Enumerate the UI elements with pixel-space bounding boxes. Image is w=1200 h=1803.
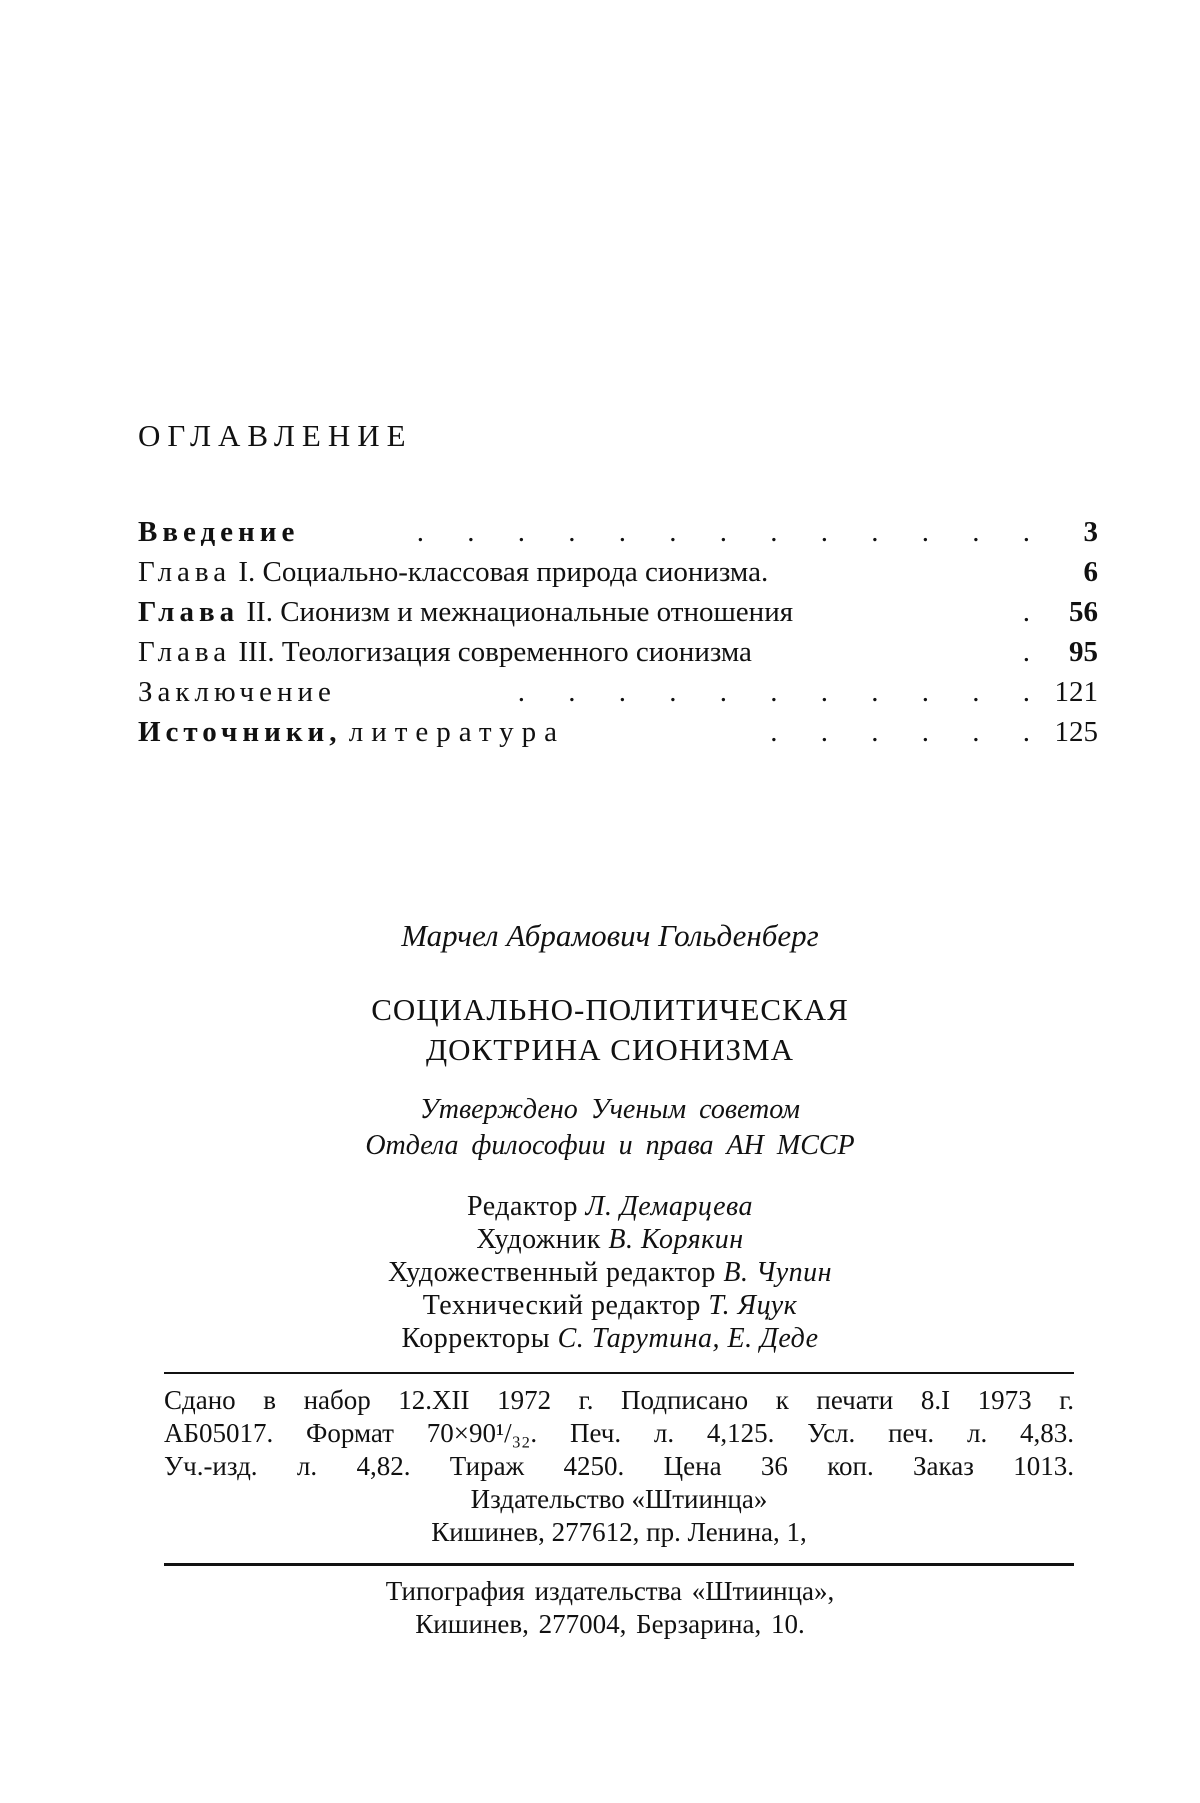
- toc-entry-label: III. Теологизация современного сионизма: [238, 636, 752, 668]
- approval-note: [150, 1092, 1070, 1164]
- toc-page-number: 3: [1083, 516, 1098, 548]
- credit-editor: [150, 1190, 1070, 1223]
- toc-entry-prefix: Источники,: [138, 716, 342, 748]
- toc-entry-prefix: Введение: [138, 516, 300, 548]
- credit-person: Л. Демарцева: [585, 1191, 753, 1222]
- publisher-name: Издательство «Штиинца»: [470, 1484, 768, 1514]
- book-title-line: СОЦИАЛЬНО-ПОЛИТИЧЕСКАЯ: [371, 992, 849, 1027]
- credit-role: Редактор: [466, 1191, 579, 1222]
- divider-rule: [164, 1563, 1074, 1566]
- toc-entry-prefix: Глава: [138, 596, 240, 628]
- credit-artist: [150, 1223, 1070, 1256]
- toc-page-number: 121: [1054, 676, 1098, 708]
- toc-page-number: 125: [1054, 716, 1098, 748]
- toc-leader-dots: . . . . . . . . . . . . .: [416, 516, 1048, 548]
- credit-role: Корректоры: [401, 1323, 551, 1354]
- toc-page-number: 95: [1069, 636, 1098, 668]
- toc-leader-dots: .: [1022, 596, 1048, 628]
- print-detail-line: Сдано в набор 12.XII 1972 г. Подписано к печати 8.I 1973 г.: [164, 1385, 1074, 1415]
- credits-list: [150, 1190, 1070, 1355]
- toc-entry-sources: [138, 712, 1098, 752]
- table-of-contents: [138, 512, 1098, 752]
- toc-page-number: 56: [1069, 596, 1098, 628]
- toc-entry-chapter-1: [138, 552, 1098, 592]
- credit-proofreaders: [150, 1322, 1070, 1355]
- toc-leader-dots: . . . . . .: [770, 716, 1048, 748]
- approval-line: Утверждено Ученым советом: [419, 1094, 801, 1125]
- printing-house-address: Кишинев, 277004, Берзарина, 10.: [415, 1609, 805, 1639]
- printing-house-name: Типография издательства «Штиинца»,: [385, 1576, 835, 1606]
- publisher-address: Кишинев, 277612, пр. Ленина, 1,: [431, 1517, 807, 1547]
- toc-entry-prefix: Заключение: [138, 676, 336, 708]
- toc-entry-chapter-3: [138, 632, 1098, 672]
- print-detail-line: АБ05017. Формат 70×90¹/₃₂. Печ. л. 4,125. Усл. печ. л. 4,83.: [164, 1418, 1074, 1448]
- credit-technical-editor: [150, 1289, 1070, 1322]
- credit-person: В. Корякин: [608, 1224, 744, 1255]
- toc-entry-introduction: [138, 512, 1098, 552]
- toc-entry-chapter-2: [138, 592, 1098, 632]
- toc-page-number: 6: [1083, 556, 1098, 588]
- print-detail-line: Уч.-изд. л. 4,82. Тираж 4250. Цена 36 коп. Заказ 1013.: [164, 1451, 1074, 1481]
- author-name: Марчел Абрамович Гольденберг: [401, 918, 819, 953]
- toc-entry-conclusion: [138, 672, 1098, 712]
- credit-person: В. Чупин: [723, 1257, 833, 1288]
- credit-person: Т. Яцук: [708, 1290, 798, 1321]
- credit-role: Технический редактор: [422, 1290, 701, 1321]
- credit-role: Художник: [476, 1224, 601, 1255]
- toc-leader-dots: .: [1022, 636, 1048, 668]
- book-title: [150, 990, 1070, 1070]
- toc-leader-dots: . . . . . . . . . . .: [517, 676, 1048, 708]
- toc-title: ОГЛАВЛЕНИЕ: [138, 418, 413, 453]
- printing-house: [150, 1575, 1070, 1641]
- toc-entry-label: литература: [348, 716, 566, 748]
- credit-person: С. Тарутина, Е. Деде: [557, 1323, 819, 1354]
- toc-entry-label: II. Сионизм и межнациональные отношения: [246, 596, 794, 628]
- credit-art-editor: [150, 1256, 1070, 1289]
- credit-role: Художественный редактор: [387, 1257, 716, 1288]
- toc-entry-label: I. Социально-классовая природа сионизма.: [238, 556, 769, 588]
- toc-entry-prefix: Глава: [138, 636, 232, 668]
- print-details: [164, 1384, 1074, 1549]
- divider-rule: [164, 1372, 1074, 1374]
- approval-line: Отдела философии и права АН МССР: [365, 1130, 855, 1161]
- toc-entry-prefix: Глава: [138, 556, 232, 588]
- book-title-line: ДОКТРИНА СИОНИЗМА: [425, 1032, 794, 1067]
